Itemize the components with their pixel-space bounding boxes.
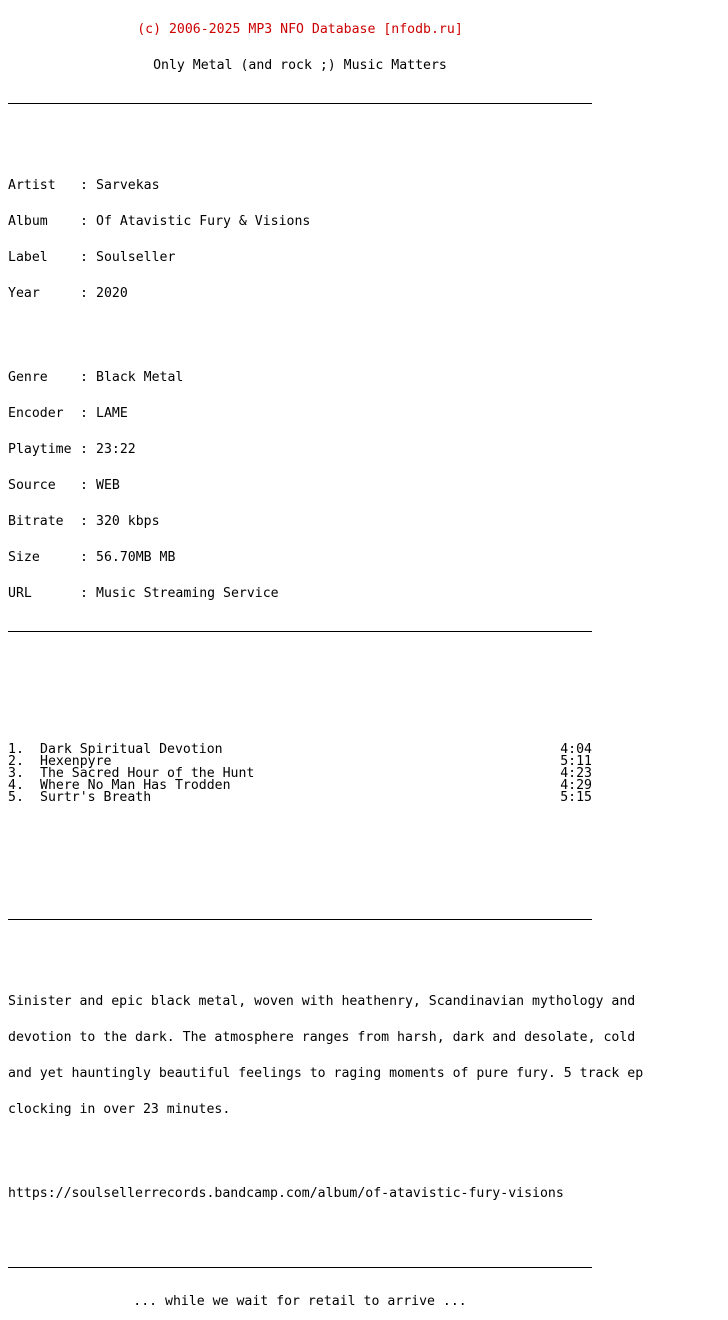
track-title: Surtr's Breath: [40, 790, 152, 805]
tracklist: [8, 744, 720, 804]
header-tagline-line: [8, 60, 720, 72]
info-size-label: Size: [8, 550, 40, 565]
track-number: 1.: [8, 742, 24, 757]
info-genre-label: Genre: [8, 370, 48, 385]
info-genre-value: Black Metal: [96, 370, 184, 385]
info-bitrate-label: Bitrate: [8, 514, 64, 529]
track-title: The Sacred Hour of the Hunt: [40, 766, 255, 781]
footer-line: [8, 1296, 720, 1308]
info-album-label: Album: [8, 214, 48, 229]
track-number: 2.: [8, 754, 24, 769]
info-separator: :: [80, 250, 88, 265]
info-playtime-value: 23:22: [96, 442, 136, 457]
header-copyright: (c) 2006-2025 MP3 NFO Database [nfodb.ru]: [137, 22, 463, 37]
info-separator: :: [80, 442, 88, 457]
info-encoder-label: Encoder: [8, 406, 64, 421]
info-url-row: [8, 588, 720, 600]
description-line-3: and yet hauntingly beautiful feelings to raging moments of pure fury. 5 track ep: [8, 1066, 644, 1081]
info-separator: :: [80, 586, 88, 601]
info-label-row: [8, 252, 720, 264]
info-size-row: [8, 552, 720, 564]
info-year-row: [8, 288, 720, 300]
divider-3: [8, 912, 720, 924]
info-source-label: Source: [8, 478, 56, 493]
divider-4: [8, 1260, 720, 1272]
info-encoder-value: LAME: [96, 406, 128, 421]
info-genre-row: [8, 372, 720, 384]
track-duration: 4:04: [560, 742, 592, 757]
info-album-row: [8, 216, 720, 228]
info-encoder-row: [8, 408, 720, 420]
info-bitrate-row: [8, 516, 720, 528]
bandcamp-link[interactable]: https://soulsellerrecords.bandcamp.com/album/of-atavistic-fury-visions: [8, 1186, 564, 1201]
track-row: [8, 744, 720, 756]
info-artist-row: [8, 180, 720, 192]
nfo-document: [8, 0, 720, 1320]
info-playtime-label: Playtime: [8, 442, 72, 457]
info-label-label: Label: [8, 250, 48, 265]
track-duration: 5:15: [560, 790, 592, 805]
info-album-value: Of Atavistic Fury & Visions: [96, 214, 311, 229]
info-source-value: WEB: [96, 478, 120, 493]
info-year-value: 2020: [96, 286, 128, 301]
divider-2: [8, 624, 720, 636]
track-title: Where No Man Has Trodden: [40, 778, 231, 793]
info-separator: :: [80, 406, 88, 421]
header-copyright-line: [8, 24, 720, 36]
header-tagline: Only Metal (and rock ;) Music Matters: [153, 58, 447, 73]
info-artist-label: Artist: [8, 178, 56, 193]
info-artist-value: Sarvekas: [96, 178, 160, 193]
info-separator: :: [80, 286, 88, 301]
track-number: 3.: [8, 766, 24, 781]
info-label-value: Soulseller: [96, 250, 176, 265]
track-title: Hexenpyre: [40, 754, 112, 769]
track-number: 5.: [8, 790, 24, 805]
info-separator: :: [80, 214, 88, 229]
footer-text: ... while we wait for retail to arrive ...: [133, 1294, 467, 1309]
description-line-2: devotion to the dark. The atmosphere ranges from harsh, dark and desolate, cold: [8, 1030, 636, 1045]
track-number: 4.: [8, 778, 24, 793]
info-separator: :: [80, 178, 88, 193]
info-playtime-row: [8, 444, 720, 456]
info-separator: :: [80, 514, 88, 529]
track-row: [8, 792, 720, 804]
track-duration: 4:23: [560, 766, 592, 781]
description-line-1: Sinister and epic black metal, woven with heathenry, Scandinavian mythology and: [8, 994, 636, 1009]
description-line-4: clocking in over 23 minutes.: [8, 1102, 231, 1117]
track-duration: 5:11: [560, 754, 592, 769]
info-separator: :: [80, 550, 88, 565]
info-url-value: Music Streaming Service: [96, 586, 279, 601]
info-bitrate-value: 320 kbps: [96, 514, 160, 529]
track-title: Dark Spiritual Devotion: [40, 742, 223, 757]
info-size-value: 56.70MB MB: [96, 550, 176, 565]
divider-1: [8, 96, 720, 108]
info-year-label: Year: [8, 286, 40, 301]
info-separator: :: [80, 370, 88, 385]
info-source-row: [8, 480, 720, 492]
track-duration: 4:29: [560, 778, 592, 793]
info-url-label: URL: [8, 586, 32, 601]
info-separator: :: [80, 478, 88, 493]
